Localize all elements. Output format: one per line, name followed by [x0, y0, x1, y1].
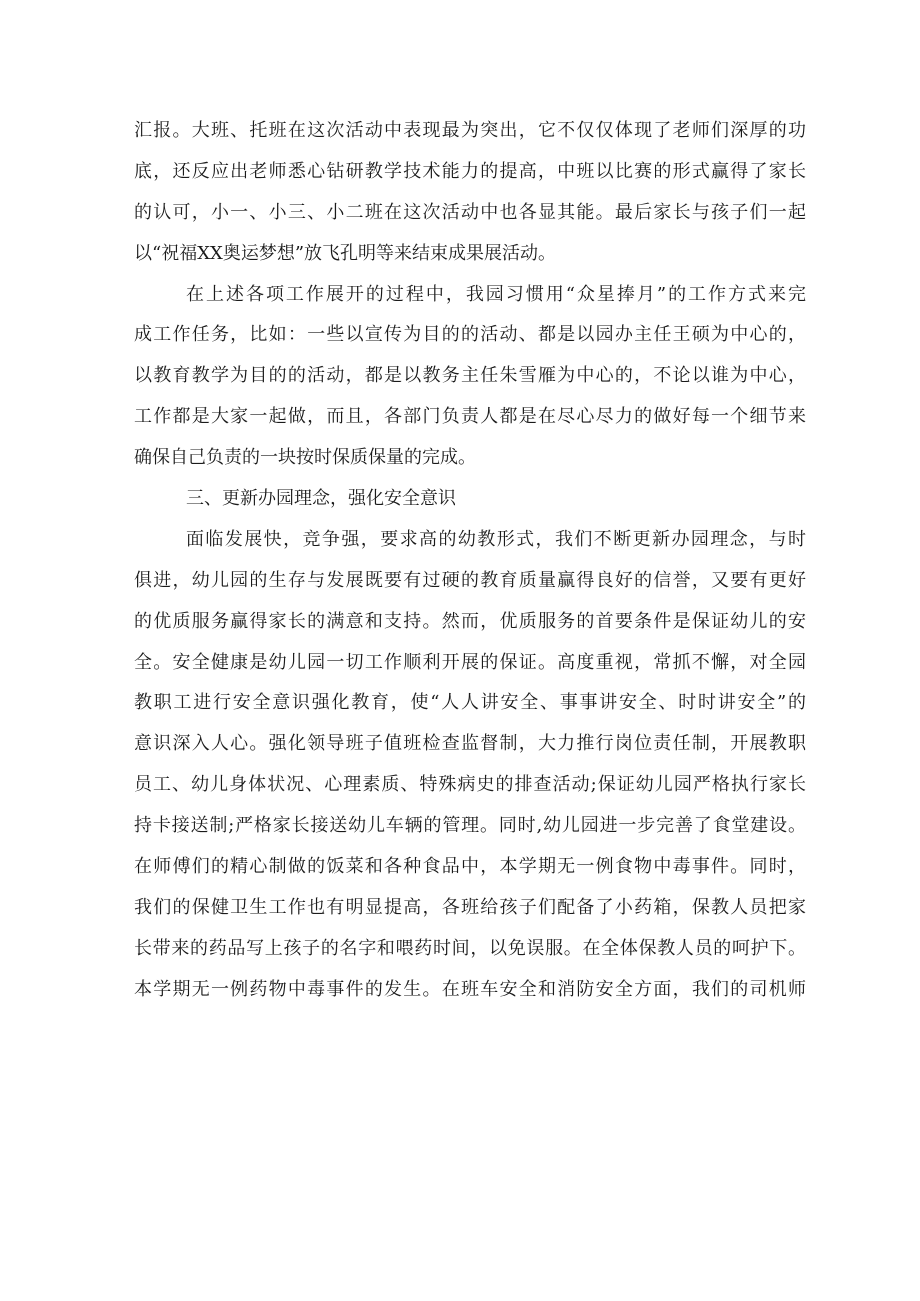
text-line: 在上述各项工作展开的过程中，我园习惯用“众星捧月”的工作方式来完 [186, 283, 806, 305]
text-line: 以教育教学为目的的活动，都是以教务主任朱雪雁为中心的，不论以谁为中心， [134, 365, 806, 387]
text-line: 全。安全健康是幼儿园一切工作顺利开展的保证。高度重视，常抓不懈，对全园 [134, 651, 806, 673]
text-line: 汇报。大班、托班在这次活动中表现最为突出，它不仅仅体现了老师们深厚的功 [134, 120, 806, 141]
text-line: 本学期无一例药物中毒事件的发生。在班车安全和消防安全方面，我们的司机师 [134, 978, 806, 1000]
text-line: 我们的保健卫生工作也有明显提高，各班给孩子们配备了小药箱，保教人员把家 [134, 896, 806, 918]
text-line: 的认可，小一、小三、小二班在这次活动中也各显其能。最后家长与孩子们一起 [134, 201, 806, 223]
paragraph-3 [134, 520, 806, 1011]
paragraph-2 [134, 275, 806, 479]
text-line: 的优质服务赢得家长的满意和支持。然而，优质服务的首要条件是保证幼儿的安 [134, 610, 806, 632]
paragraph-1 [134, 111, 806, 275]
text-line: 意识深入人心。强化领导班子值班检查监督制，大力推行岗位责任制，开展教职 [134, 733, 806, 755]
section-heading: 三、更新办园理念，强化安全意识 [186, 488, 456, 510]
text-line: 面临发展快，竞争强，要求高的幼教形式，我们不断更新办园理念，与时 [186, 528, 806, 550]
text-line: 成工作任务，比如：一些以宣传为目的的活动、都是以园办主任王硕为中心的， [134, 324, 806, 346]
text-line: 长带来的药品写上孩子的名字和喂药时间，以免误服。在全体保教人员的呵护下。 [134, 937, 806, 959]
text-line: 在师傅们的精心制做的饭菜和各种食品中，本学期无一例食物中毒事件。同时， [134, 856, 806, 878]
text-line: 确保自己负责的一块按时保质保量的完成。 [134, 447, 476, 469]
text-line: 以“祝福XX奥运梦想”放飞孔明等来结束成果展活动。 [134, 242, 557, 264]
text-line: 员工、幼儿身体状况、心理素质、特殊病史的排查活动;保证幼儿园严格执行家长 [134, 774, 806, 796]
text-line: 底，还反应出老师悉心钻研教学技术能力的提高，中班以比赛的形式赢得了家长 [134, 160, 806, 182]
text-line: 教职工进行安全意识强化教育，使“人人讲安全、事事讲安全、时时讲安全”的 [134, 692, 806, 714]
text-line: 俱进，幼儿园的生存与发展既要有过硬的教育质量赢得良好的信誉，又要有更好 [134, 569, 806, 591]
text-line: 持卡接送制;严格家长接送幼儿车辆的管理。同时,幼儿园进一步完善了食堂建设。 [134, 815, 806, 837]
document-body [134, 111, 806, 1011]
text-line: 工作都是大家一起做，而且，各部门负责人都是在尽心尽力的做好每一个细节来 [134, 406, 806, 428]
